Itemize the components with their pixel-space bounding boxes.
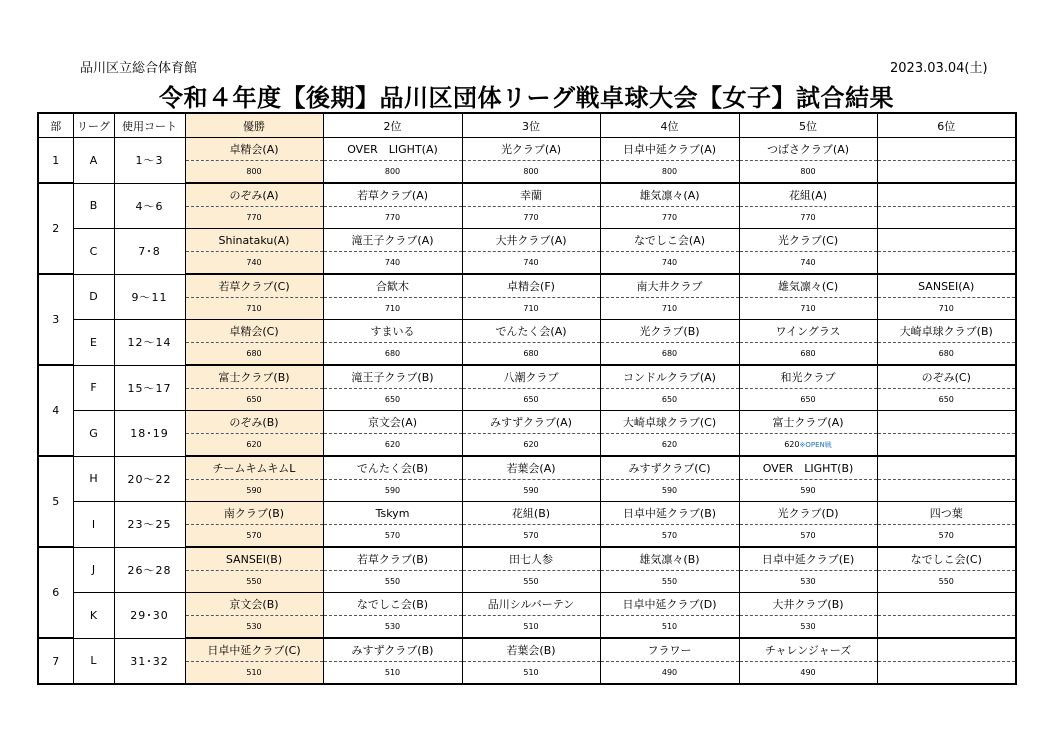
points-value: 620 <box>784 439 800 449</box>
winner-team-cell: SANSEI(B) <box>185 547 323 571</box>
place-6-points-cell <box>877 616 1016 639</box>
points-value: 550 <box>938 577 954 586</box>
league-team-row <box>38 138 1016 161</box>
place-6-team-cell <box>877 593 1016 616</box>
points-value: 770 <box>523 213 539 222</box>
courts-cell: 15～17 <box>114 365 185 411</box>
courts-cell: 29･30 <box>114 593 185 639</box>
league-cell: B <box>73 183 114 229</box>
header-courts: 使用コート <box>114 113 185 138</box>
place-3-team-cell: でんたく会(A) <box>462 320 600 343</box>
points-value: 740 <box>384 258 401 267</box>
place-3-team-cell: 若葉会(B) <box>462 638 600 662</box>
place-3-team-cell: 田七人参 <box>462 547 600 571</box>
points-value: 650 <box>800 395 816 404</box>
points-value: 710 <box>938 304 954 313</box>
league-team-row <box>38 638 1016 662</box>
points-value: 510 <box>523 622 539 631</box>
place-6-points-cell <box>877 298 1016 320</box>
place-6-team-cell <box>877 638 1016 662</box>
place-6-points-cell <box>877 207 1016 229</box>
points-value: 550 <box>246 577 262 586</box>
place-3-team-cell: 花組(B) <box>462 502 600 525</box>
points-value: 620 <box>384 440 401 449</box>
place-5-team-cell: 光クラブ(D) <box>739 502 877 525</box>
place-4-team-cell: 南大井クラブ <box>600 274 739 298</box>
place-2-points-cell <box>323 298 462 320</box>
points-value: 510 <box>523 668 539 677</box>
place-3-points-cell <box>462 480 600 502</box>
place-5-points-cell <box>739 480 877 502</box>
place-6-team-cell <box>877 456 1016 480</box>
place-5-points-cell <box>739 616 877 639</box>
place-6-team-cell: なでしこ会(C) <box>877 547 1016 571</box>
place-5-team-cell: 和光クラブ <box>739 365 877 389</box>
place-2-points-cell <box>323 389 462 411</box>
winner-team-cell: 若草クラブ(C) <box>185 274 323 298</box>
league-cell: L <box>73 638 114 684</box>
place-2-team-cell: 滝王子クラブ(A) <box>323 229 462 252</box>
place-4-points-cell <box>600 480 739 502</box>
place-5-points-cell <box>739 662 877 685</box>
place-2-points-cell <box>323 480 462 502</box>
place-2-points-cell <box>323 434 462 457</box>
league-points-row <box>38 616 1016 639</box>
winner-points-cell <box>185 252 323 275</box>
league-cell: E <box>73 320 114 366</box>
place-6-team-cell <box>877 138 1016 161</box>
place-4-points-cell <box>600 389 739 411</box>
place-5-team-cell: 花組(A) <box>739 183 877 207</box>
points-value: 550 <box>661 577 678 586</box>
points-value: 680 <box>246 349 262 358</box>
league-cell: J <box>73 547 114 593</box>
courts-cell: 31･32 <box>114 638 185 684</box>
courts-cell: 23～25 <box>114 502 185 548</box>
place-3-points-cell <box>462 343 600 366</box>
league-team-row <box>38 365 1016 389</box>
place-6-points-cell <box>877 434 1016 457</box>
points-value: 490 <box>661 668 678 677</box>
points-value: 680 <box>800 349 816 358</box>
place-5-team-cell: 日卓中延クラブ(E) <box>739 547 877 571</box>
league-team-row <box>38 229 1016 252</box>
event-date: 2023.03.04(土) <box>890 61 988 76</box>
winner-points-cell <box>185 662 323 685</box>
points-value: 710 <box>661 304 678 313</box>
winner-points-cell <box>185 571 323 593</box>
points-value: 740 <box>800 258 816 267</box>
points-value: 800 <box>246 167 262 176</box>
division-cell: 2 <box>38 183 73 274</box>
points-value: 590 <box>246 486 262 495</box>
place-5-points-cell <box>739 252 877 275</box>
place-3-team-cell: 大井クラブ(A) <box>462 229 600 252</box>
place-3-points-cell <box>462 161 600 184</box>
place-6-team-cell: SANSEI(A) <box>877 274 1016 298</box>
points-value: 710 <box>384 304 401 313</box>
winner-team-cell: 京文会(B) <box>185 593 323 616</box>
winner-points-cell <box>185 343 323 366</box>
place-4-points-cell <box>600 252 739 275</box>
header-4th: 4位 <box>600 113 739 138</box>
place-2-team-cell: 京文会(A) <box>323 411 462 434</box>
place-6-points-cell <box>877 571 1016 593</box>
place-5-team-cell: OVER LIGHT(B) <box>739 456 877 480</box>
place-3-team-cell: 若葉会(A) <box>462 456 600 480</box>
points-value: 710 <box>523 304 539 313</box>
winner-points-cell <box>185 298 323 320</box>
place-5-points-cell <box>739 571 877 593</box>
place-2-points-cell <box>323 616 462 639</box>
points-value: 550 <box>384 577 401 586</box>
place-2-team-cell: みすずクラブ(B) <box>323 638 462 662</box>
header-6th: 6位 <box>877 113 1016 138</box>
place-5-team-cell: つばさクラブ(A) <box>739 138 877 161</box>
winner-team-cell: のぞみ(A) <box>185 183 323 207</box>
place-6-team-cell: 大崎卓球クラブ(B) <box>877 320 1016 343</box>
league-cell: G <box>73 411 114 457</box>
points-value: 490 <box>800 668 816 677</box>
points-value: 590 <box>661 486 678 495</box>
points-value: 800 <box>800 167 816 176</box>
courts-cell: 18･19 <box>114 411 185 457</box>
league-cell: F <box>73 365 114 411</box>
points-value: 530 <box>800 577 816 586</box>
place-5-points-cell <box>739 207 877 229</box>
league-team-row <box>38 183 1016 207</box>
place-4-points-cell <box>600 161 739 184</box>
place-4-team-cell: みすずクラブ(C) <box>600 456 739 480</box>
points-value: 650 <box>938 395 954 404</box>
place-5-team-cell: チャレンジャーズ <box>739 638 877 662</box>
points-value: 530 <box>384 622 401 631</box>
points-value: 590 <box>523 486 539 495</box>
place-2-points-cell <box>323 525 462 548</box>
place-5-team-cell: 大井クラブ(B) <box>739 593 877 616</box>
place-4-team-cell: 日卓中延クラブ(B) <box>600 502 739 525</box>
place-4-team-cell: 雄気凛々(B) <box>600 547 739 571</box>
place-3-points-cell <box>462 662 600 685</box>
points-value: 680 <box>938 349 954 358</box>
league-points-row <box>38 298 1016 320</box>
points-value: 710 <box>246 304 262 313</box>
courts-cell: 4～6 <box>114 183 185 229</box>
points-value: 620 <box>246 440 262 449</box>
place-4-points-cell <box>600 207 739 229</box>
league-cell: K <box>73 593 114 639</box>
place-5-team-cell: 富士クラブ(A) <box>739 411 877 434</box>
courts-cell: 20～22 <box>114 456 185 502</box>
place-6-points-cell <box>877 252 1016 275</box>
points-value: 590 <box>800 486 816 495</box>
place-2-team-cell: 若草クラブ(B) <box>323 547 462 571</box>
league-points-row <box>38 480 1016 502</box>
points-value: 570 <box>938 531 954 540</box>
place-5-points-cell <box>739 298 877 320</box>
league-points-row <box>38 525 1016 548</box>
points-value: 740 <box>246 258 262 267</box>
place-3-points-cell <box>462 389 600 411</box>
header-league: リーグ <box>73 113 114 138</box>
winner-team-cell: 卓精会(C) <box>185 320 323 343</box>
points-value: 740 <box>523 258 539 267</box>
points-value: 620 <box>523 440 539 449</box>
winner-team-cell: 卓精会(A) <box>185 138 323 161</box>
winner-team-cell: 日卓中延クラブ(C) <box>185 638 323 662</box>
place-3-points-cell <box>462 252 600 275</box>
points-value: 680 <box>523 349 539 358</box>
place-6-team-cell: 四つ葉 <box>877 502 1016 525</box>
league-cell: I <box>73 502 114 548</box>
league-team-row <box>38 411 1016 434</box>
points-value: 570 <box>800 531 816 540</box>
league-cell: H <box>73 456 114 502</box>
place-2-points-cell <box>323 343 462 366</box>
league-team-row <box>38 456 1016 480</box>
place-4-team-cell: 日卓中延クラブ(A) <box>600 138 739 161</box>
league-points-row <box>38 389 1016 411</box>
place-2-team-cell: OVER LIGHT(A) <box>323 138 462 161</box>
points-value: 650 <box>384 395 401 404</box>
league-team-row <box>38 593 1016 616</box>
points-value: 770 <box>246 213 262 222</box>
place-4-team-cell: コンドルクラブ(A) <box>600 365 739 389</box>
place-2-team-cell: 合歓木 <box>323 274 462 298</box>
points-value: 680 <box>661 349 678 358</box>
place-2-points-cell <box>323 252 462 275</box>
division-cell: 1 <box>38 138 73 184</box>
division-cell: 3 <box>38 274 73 365</box>
place-6-points-cell <box>877 161 1016 184</box>
place-5-points-cell <box>739 343 877 366</box>
place-2-team-cell: でんたく会(B) <box>323 456 462 480</box>
points-value: 680 <box>384 349 401 358</box>
place-6-points-cell <box>877 389 1016 411</box>
place-3-team-cell: 卓精会(F) <box>462 274 600 298</box>
points-value: 570 <box>523 531 539 540</box>
header-5th: 5位 <box>739 113 877 138</box>
page-title: 令和４年度【後期】品川区団体リーグ戦卓球大会【女子】試合結果 <box>159 84 894 112</box>
place-3-team-cell: みすずクラブ(A) <box>462 411 600 434</box>
place-6-points-cell <box>877 480 1016 502</box>
place-6-points-cell <box>877 525 1016 548</box>
header-row <box>38 113 1016 138</box>
place-2-points-cell <box>323 207 462 229</box>
place-2-team-cell: 滝王子クラブ(B) <box>323 365 462 389</box>
points-value: 570 <box>246 531 262 540</box>
place-4-team-cell: 光クラブ(B) <box>600 320 739 343</box>
league-team-row <box>38 502 1016 525</box>
league-points-row <box>38 571 1016 593</box>
place-6-team-cell <box>877 183 1016 207</box>
points-value: 770 <box>661 213 678 222</box>
points-value: 530 <box>246 622 262 631</box>
points-value: 650 <box>523 395 539 404</box>
points-value: 650 <box>246 395 262 404</box>
place-5-points-cell <box>739 161 877 184</box>
points-value: 570 <box>384 531 401 540</box>
points-value: 800 <box>661 167 678 176</box>
league-team-row <box>38 547 1016 571</box>
division-cell: 4 <box>38 365 73 456</box>
points-value: 590 <box>384 486 401 495</box>
courts-cell: 7･8 <box>114 229 185 275</box>
place-3-points-cell <box>462 207 600 229</box>
points-value: 650 <box>661 395 678 404</box>
place-2-team-cell: Tskym <box>323 502 462 525</box>
place-4-team-cell: フラワー <box>600 638 739 662</box>
place-5-points-cell <box>739 525 877 548</box>
venue-name: 品川区立総合体育館 <box>80 61 198 76</box>
league-team-row <box>38 320 1016 343</box>
winner-team-cell: Shinataku(A) <box>185 229 323 252</box>
points-value: 740 <box>661 258 678 267</box>
place-4-team-cell: 日卓中延クラブ(D) <box>600 593 739 616</box>
points-value: 770 <box>800 213 816 222</box>
place-4-team-cell: なでしこ会(A) <box>600 229 739 252</box>
points-value: 710 <box>800 304 816 313</box>
place-5-points-cell <box>739 389 877 411</box>
place-4-points-cell <box>600 434 739 457</box>
place-3-team-cell: 光クラブ(A) <box>462 138 600 161</box>
winner-points-cell <box>185 434 323 457</box>
league-cell: D <box>73 274 114 320</box>
points-value: 550 <box>523 577 539 586</box>
points-value: 620 <box>661 440 678 449</box>
points-value: 570 <box>661 531 678 540</box>
league-points-row <box>38 252 1016 275</box>
header-division: 部 <box>38 113 73 138</box>
place-6-points-cell <box>877 662 1016 685</box>
place-3-team-cell: 幸蘭 <box>462 183 600 207</box>
winner-team-cell: 南クラブ(B) <box>185 502 323 525</box>
division-cell: 7 <box>38 638 73 684</box>
place-4-team-cell: 雄気凛々(A) <box>600 183 739 207</box>
winner-points-cell <box>185 480 323 502</box>
league-points-row <box>38 161 1016 184</box>
place-3-team-cell: 品川シルバーテン <box>462 593 600 616</box>
place-3-points-cell <box>462 616 600 639</box>
place-5-team-cell: 雄気凛々(C) <box>739 274 877 298</box>
league-points-row <box>38 434 1016 457</box>
place-4-points-cell <box>600 298 739 320</box>
place-4-points-cell <box>600 525 739 548</box>
points-value: 800 <box>523 167 539 176</box>
results-table <box>37 112 1017 685</box>
place-3-points-cell <box>462 571 600 593</box>
points-value: 770 <box>384 213 401 222</box>
courts-cell: 1～3 <box>114 138 185 184</box>
points-value: 510 <box>384 668 401 677</box>
winner-points-cell <box>185 207 323 229</box>
division-cell: 5 <box>38 456 73 547</box>
winner-points-cell <box>185 161 323 184</box>
winner-team-cell: チームキムキムL <box>185 456 323 480</box>
league-points-row <box>38 662 1016 685</box>
courts-cell: 26～28 <box>114 547 185 593</box>
header-winner: 優勝 <box>185 113 323 138</box>
points-value: 530 <box>800 622 816 631</box>
header-2nd: 2位 <box>323 113 462 138</box>
place-2-points-cell <box>323 662 462 685</box>
place-4-points-cell <box>600 662 739 685</box>
place-4-team-cell: 大崎卓球クラブ(C) <box>600 411 739 434</box>
place-6-points-cell <box>877 343 1016 366</box>
winner-points-cell <box>185 616 323 639</box>
winner-points-cell <box>185 389 323 411</box>
open-match-note: ※OPEN戦 <box>799 440 832 449</box>
place-3-points-cell <box>462 434 600 457</box>
place-2-points-cell <box>323 161 462 184</box>
place-5-points-cell <box>739 434 877 457</box>
place-3-points-cell <box>462 525 600 548</box>
courts-cell: 12～14 <box>114 320 185 366</box>
points-value: 800 <box>384 167 401 176</box>
league-team-row <box>38 274 1016 298</box>
points-value: 510 <box>661 622 678 631</box>
courts-cell: 9～11 <box>114 274 185 320</box>
winner-team-cell: のぞみ(B) <box>185 411 323 434</box>
winner-team-cell: 富士クラブ(B) <box>185 365 323 389</box>
league-cell: A <box>73 138 114 184</box>
place-6-team-cell <box>877 411 1016 434</box>
place-2-team-cell: 若草クラブ(A) <box>323 183 462 207</box>
league-points-row <box>38 343 1016 366</box>
place-2-team-cell: なでしこ会(B) <box>323 593 462 616</box>
place-5-team-cell: ワイングラス <box>739 320 877 343</box>
results-body <box>38 138 1016 685</box>
place-5-team-cell: 光クラブ(C) <box>739 229 877 252</box>
place-4-points-cell <box>600 616 739 639</box>
place-6-team-cell <box>877 229 1016 252</box>
league-cell: C <box>73 229 114 275</box>
place-4-points-cell <box>600 571 739 593</box>
winner-points-cell <box>185 525 323 548</box>
place-6-team-cell: のぞみ(C) <box>877 365 1016 389</box>
league-points-row <box>38 207 1016 229</box>
division-cell: 6 <box>38 547 73 638</box>
points-value: 510 <box>246 668 262 677</box>
place-3-points-cell <box>462 298 600 320</box>
header-3rd: 3位 <box>462 113 600 138</box>
place-4-points-cell <box>600 343 739 366</box>
place-3-team-cell: 八潮クラブ <box>462 365 600 389</box>
place-2-team-cell: すまいる <box>323 320 462 343</box>
place-2-points-cell <box>323 571 462 593</box>
